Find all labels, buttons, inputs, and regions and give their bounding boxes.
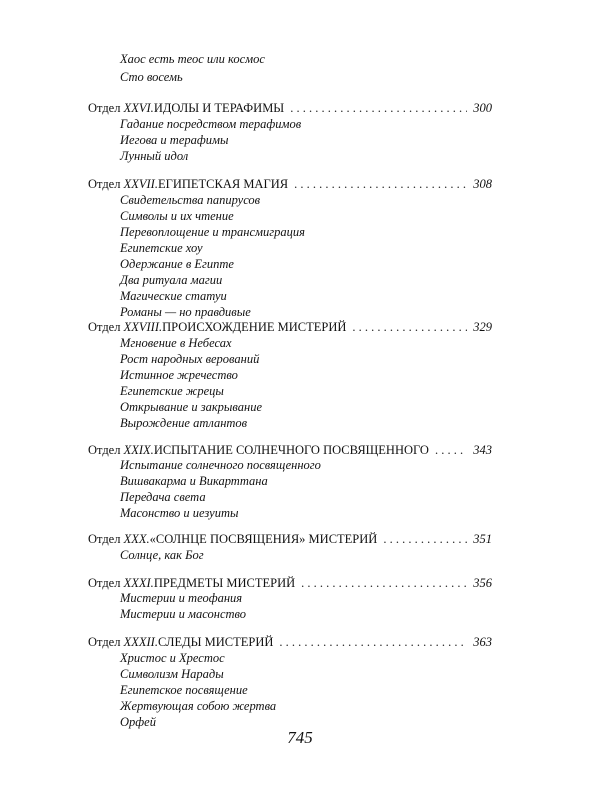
section-number: XXX.: [123, 532, 150, 546]
toc-subitem: Открывание и закрывание: [120, 400, 262, 414]
toc-subitem: Мгновение в Небесах: [120, 336, 232, 350]
toc-section-heading: [88, 177, 492, 192]
toc-section-heading: [88, 576, 492, 591]
section-prefix: Отдел: [88, 532, 124, 546]
toc-subitem: Рост народных верований: [120, 352, 260, 366]
toc-subitem: Орфей: [120, 715, 156, 729]
section-number: XXXI.: [123, 576, 154, 590]
page-number: 300: [473, 101, 492, 115]
toc-section-heading: [88, 101, 492, 116]
toc-subitem: Символизм Нарады: [120, 667, 224, 681]
toc-subitem: Сто восемь: [120, 70, 183, 84]
toc-section-heading: [88, 443, 492, 458]
page-number: 329: [473, 320, 492, 334]
page-number: 351: [473, 532, 492, 546]
page-number: 363: [473, 635, 492, 649]
page-number: 343: [473, 443, 492, 457]
section-prefix: Отдел: [88, 576, 124, 590]
dot-leader: [279, 635, 467, 650]
section-number: XXVIII.: [123, 320, 163, 334]
section-title: СЛЕДЫ МИСТЕРИЙ: [157, 635, 274, 649]
toc-subitem: Гадание посредством терафимов: [120, 117, 302, 131]
toc-section-heading: [88, 635, 492, 650]
section-prefix: Отдел: [88, 320, 124, 334]
section-prefix: Отдел: [88, 635, 124, 649]
dot-leader: [294, 177, 467, 192]
section-title: «СОЛНЦЕ ПОСВЯЩЕНИЯ» МИСТЕРИЙ: [149, 532, 378, 546]
toc-subitem: Египетские жрецы: [120, 384, 224, 398]
section-number: XXVII.: [123, 177, 158, 191]
toc-subitem: Жертвующая собою жертва: [120, 699, 277, 713]
toc-subitem: Христос и Хрестос: [120, 651, 225, 665]
toc-subitem: Романы — но правдивые: [120, 305, 251, 319]
toc-subitem: Символы и их чтение: [120, 209, 234, 223]
section-title: ИДОЛЫ И ТЕРАФИМЫ: [153, 101, 285, 115]
toc-subitem: Солнце, как Бог: [120, 548, 204, 562]
toc-subitem: Свидетельства папирусов: [120, 193, 261, 207]
toc-subitem: Два ритуала магии: [120, 273, 223, 287]
toc-subitem: Египетское посвящение: [120, 683, 248, 697]
toc-subitem: Египетские хоу: [120, 241, 203, 255]
page-number: 356: [473, 576, 492, 590]
toc-section-heading: [88, 320, 492, 335]
toc-subitem: Перевоплощение и трансмиграция: [120, 225, 305, 239]
section-prefix: Отдел: [88, 101, 124, 115]
section-number: XXVI.: [123, 101, 154, 115]
section-number: XXXII.: [123, 635, 158, 649]
toc-subitem: Хаос есть теос или космос: [120, 52, 265, 66]
toc-subitem: Вырождение атлантов: [120, 416, 248, 430]
toc-subitem: Истинное жречество: [120, 368, 238, 382]
toc-subitem: Мистерии и масонство: [120, 607, 247, 621]
dot-leader: [301, 576, 467, 591]
toc-subitem: Иегова и терафимы: [120, 133, 229, 147]
section-title: ЕГИПЕТСКАЯ МАГИЯ: [157, 177, 289, 191]
section-number: XXIX.: [123, 443, 154, 457]
section-title: ПРОИСХОЖДЕНИЕ МИСТЕРИЙ: [162, 320, 347, 334]
toc-section-heading: [88, 532, 492, 547]
section-title: ПРЕДМЕТЫ МИСТЕРИЙ: [153, 576, 296, 590]
dot-leader: [435, 443, 467, 458]
folio-page-number: 745: [287, 728, 313, 747]
dot-leader: [383, 532, 467, 547]
toc-subitem: Вишвакарма и Викарттана: [120, 474, 268, 488]
toc-subitem: Передача света: [120, 490, 206, 504]
page-number: 308: [473, 177, 492, 191]
toc-subitem: Лунный идол: [120, 149, 189, 163]
dot-leader: [290, 101, 467, 116]
toc-subitem: Масонство и иезуиты: [120, 506, 239, 520]
dot-leader: [352, 320, 467, 335]
toc-subitem: Магические статуи: [120, 289, 227, 303]
section-title: ИСПЫТАНИЕ СОЛНЕЧНОГО ПОСВЯЩЕННОГО: [153, 443, 429, 457]
section-prefix: Отдел: [88, 443, 124, 457]
toc-subitem: Мистерии и теофания: [120, 591, 243, 605]
toc-subitem: Испытание солнечного посвященного: [120, 458, 321, 472]
section-prefix: Отдел: [88, 177, 124, 191]
toc-subitem: Одержание в Египте: [120, 257, 234, 271]
